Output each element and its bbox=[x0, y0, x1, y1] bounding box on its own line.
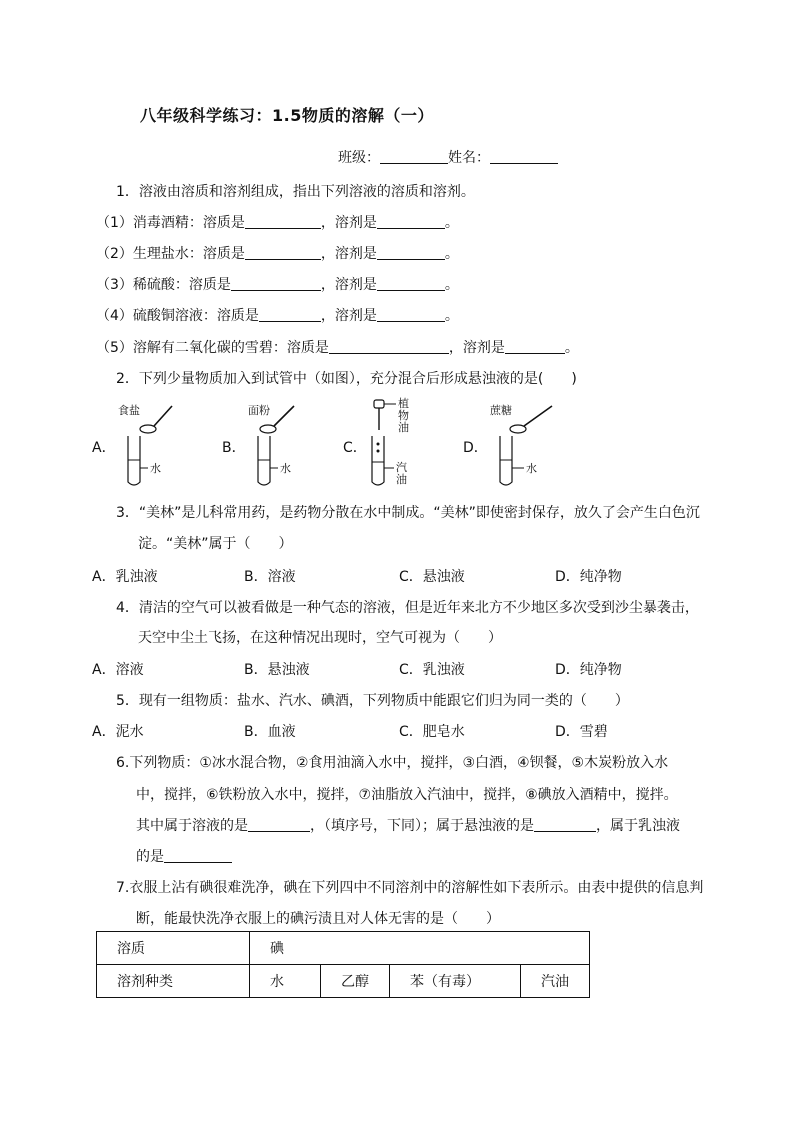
page-title: 八年级科学练习：1.5物质的溶解（一） bbox=[140, 106, 434, 125]
name-label: 姓名： bbox=[448, 150, 490, 166]
q7-line1: 7.衣服上沾有碘很难洗净，碘在下列四中不同溶剂中的溶解性如下表所示。由表中提供的信息判 bbox=[116, 880, 704, 896]
q2-option-b-figure[interactable] bbox=[240, 398, 330, 488]
q1-stem: 1．溶液由溶质和溶剂组成，指出下列溶液的溶质和溶剂。 bbox=[116, 184, 475, 200]
q3-option-b[interactable]: B．溶液 bbox=[244, 569, 296, 585]
q5-option-d[interactable]: D．雪碧 bbox=[555, 724, 608, 740]
q6-solution-blank[interactable] bbox=[248, 817, 310, 832]
q2-option-b-letter[interactable]: B． bbox=[222, 440, 246, 456]
q6-line4-text: 的是 bbox=[136, 849, 164, 865]
q1-item-4 bbox=[96, 305, 459, 325]
q2-option-c-figure[interactable] bbox=[362, 396, 452, 488]
q1-item-2 bbox=[96, 243, 459, 263]
q1-item-1 bbox=[96, 212, 459, 232]
q4-option-b[interactable]: B．悬浊液 bbox=[244, 662, 310, 678]
table-header-solvent: 溶剂种类 bbox=[97, 965, 250, 998]
q1-item-4-end: 。 bbox=[444, 308, 459, 324]
q6-line1: 6.下列物质：①冰水混合物，②食用油滴入水中，搅拌，③白酒，④钡餐，⑤木炭粉放入水 bbox=[116, 755, 669, 771]
q2-option-c-label: 植物油 bbox=[398, 397, 409, 434]
q2-option-c-letter[interactable]: C． bbox=[343, 440, 367, 456]
table-cell-ethanol: 乙醇 bbox=[321, 965, 390, 998]
table-cell-gasoline: 汽油 bbox=[521, 965, 590, 998]
q1-item-5-mid: ，溶剂是 bbox=[448, 340, 505, 356]
q1-item-1-solvent-blank[interactable] bbox=[377, 214, 445, 229]
q1-item-2-solvent-blank[interactable] bbox=[377, 245, 445, 260]
q2-option-b-tube-label: 水 bbox=[280, 462, 291, 475]
q1-item-3-solute-blank[interactable] bbox=[231, 276, 321, 291]
q4-option-a[interactable]: A．溶液 bbox=[92, 662, 144, 678]
q1-item-2-end: 。 bbox=[444, 246, 459, 262]
q2-option-a-figure[interactable] bbox=[110, 398, 200, 488]
q1-item-3-end: 。 bbox=[444, 277, 459, 293]
q1-item-2-mid: ，溶剂是 bbox=[320, 246, 377, 262]
q6-line3-c: ，属于乳浊液 bbox=[596, 818, 680, 834]
q6-suspension-blank[interactable] bbox=[534, 817, 596, 832]
table-cell-benzene: 苯（有毒） bbox=[390, 965, 521, 998]
q6-line3-b: ，（填序号，下同）；属于悬浊液的是 bbox=[310, 818, 534, 834]
q3-stem-line2: 淀。“美林”属于（ ） bbox=[138, 536, 293, 552]
q1-item-2-solute-blank[interactable] bbox=[245, 245, 321, 260]
q7-line2: 断，能最快洗净衣服上的碘污渍且对人体无害的是（ ） bbox=[136, 911, 500, 927]
class-label: 班级： bbox=[338, 150, 380, 166]
q1-item-4-solvent-blank[interactable] bbox=[377, 307, 445, 322]
class-blank[interactable] bbox=[380, 149, 448, 164]
q2-option-a-label: 食盐 bbox=[118, 404, 140, 417]
table-row bbox=[97, 965, 590, 998]
q4-option-d[interactable]: D．纯净物 bbox=[555, 662, 622, 678]
q1-item-5-solute-blank[interactable] bbox=[329, 339, 449, 354]
q1-item-1-mid: ，溶剂是 bbox=[320, 215, 377, 231]
q6-line3-a: 其中属于溶液的是 bbox=[136, 818, 248, 834]
q1-item-3-solvent-blank[interactable] bbox=[377, 276, 445, 291]
q3-option-d[interactable]: D．纯净物 bbox=[555, 569, 622, 585]
q1-item-1-solute-blank[interactable] bbox=[245, 214, 321, 229]
q2-stem: 2．下列少量物质加入到试管中（如图），充分混合后形成悬浊液的是( ) bbox=[116, 371, 577, 387]
q1-item-1-prefix: （1）消毒酒精：溶质是 bbox=[96, 215, 245, 231]
q5-stem: 5．现有一组物质：盐水、汽水、碘酒，下列物质中能跟它们归为同一类的（ ） bbox=[116, 693, 629, 709]
q1-item-4-solute-blank[interactable] bbox=[259, 307, 321, 322]
solubility-table bbox=[96, 931, 590, 998]
q2-option-d-label: 蔗糖 bbox=[490, 404, 512, 417]
q1-item-1-end: 。 bbox=[444, 215, 459, 231]
q4-option-c[interactable]: C．乳浊液 bbox=[399, 662, 465, 678]
q2-option-d-letter[interactable]: D． bbox=[463, 440, 488, 456]
q5-option-b[interactable]: B．血液 bbox=[244, 724, 296, 740]
q2-option-a-letter[interactable]: A． bbox=[92, 440, 116, 456]
q2-option-d-tube-label: 水 bbox=[526, 462, 537, 475]
q1-item-2-prefix: （2）生理盐水：溶质是 bbox=[96, 246, 245, 262]
q5-option-c[interactable]: C．肥皂水 bbox=[399, 724, 465, 740]
q3-option-a[interactable]: A．乳浊液 bbox=[92, 569, 158, 585]
q5-option-a[interactable]: A．泥水 bbox=[92, 724, 144, 740]
q1-item-3 bbox=[96, 274, 459, 294]
q2-option-b-label: 面粉 bbox=[248, 404, 270, 417]
q6-emulsion-blank[interactable] bbox=[164, 848, 232, 863]
class-name-line bbox=[338, 147, 558, 167]
q4-stem-line2: 天空中尘土飞扬，在这种情况出现时，空气可视为（ ） bbox=[138, 630, 502, 646]
q6-line2: 中，搅拌，⑥铁粉放入水中，搅拌，⑦油脂放入汽油中，搅拌，⑧碘放入酒精中，搅拌。 bbox=[136, 787, 678, 803]
table-cell-solute-value: 碘 bbox=[250, 932, 590, 965]
q2-option-c-tube-label: 汽油 bbox=[396, 461, 407, 486]
q1-item-5-prefix: （5）溶解有二氧化碳的雪碧：溶质是 bbox=[96, 340, 329, 356]
q2-option-a-tube-label: 水 bbox=[150, 462, 161, 475]
q1-item-4-mid: ，溶剂是 bbox=[320, 308, 377, 324]
q1-item-3-mid: ，溶剂是 bbox=[320, 277, 377, 293]
table-row bbox=[97, 932, 590, 965]
q3-stem-line1: 3．“美林”是儿科常用药，是药物分散在水中制成。“美林”即使密封保存，放久了会产生白色沉 bbox=[116, 505, 700, 521]
q1-item-4-prefix: （4）硫酸铜溶液：溶质是 bbox=[96, 308, 259, 324]
q1-item-5 bbox=[96, 337, 579, 357]
table-cell-water: 水 bbox=[250, 965, 321, 998]
q2-option-d-figure[interactable] bbox=[482, 398, 572, 488]
q6-line4 bbox=[136, 846, 232, 866]
q6-line3 bbox=[136, 815, 680, 835]
name-blank[interactable] bbox=[490, 149, 558, 164]
table-header-solute: 溶质 bbox=[97, 932, 250, 965]
q1-item-5-end: 。 bbox=[564, 340, 579, 356]
q3-option-c[interactable]: C．悬浊液 bbox=[399, 569, 465, 585]
q1-item-3-prefix: （3）稀硫酸：溶质是 bbox=[96, 277, 231, 293]
q4-stem-line1: 4．清洁的空气可以被看做是一种气态的溶液，但是近年来北方不少地区多次受到沙尘暴袭击， bbox=[116, 600, 699, 616]
q1-item-5-solvent-blank[interactable] bbox=[505, 339, 565, 354]
